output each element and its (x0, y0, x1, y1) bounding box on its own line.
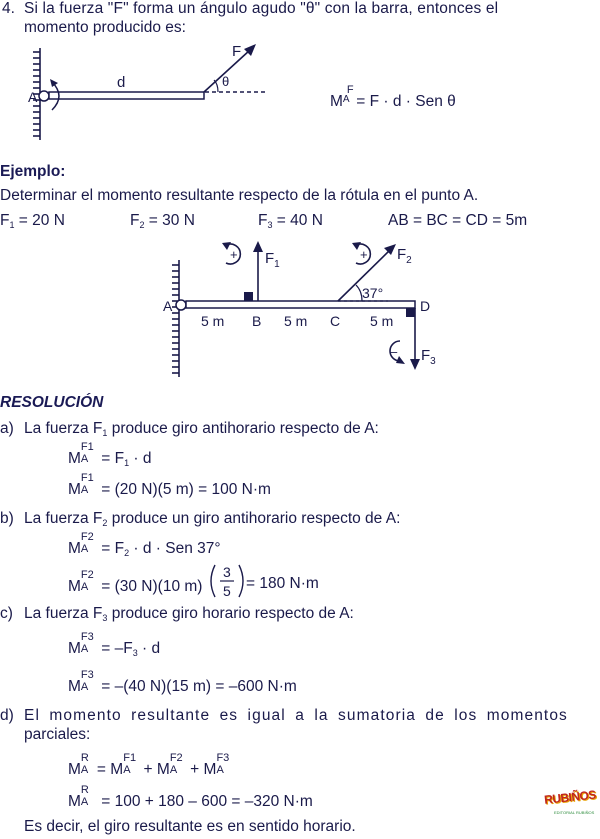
eq-c1: M F3 A = $-F_3 \cdot d$ (68, 631, 161, 658)
svg-text:–: – (390, 344, 398, 359)
svg-text:+: + (360, 247, 368, 262)
problem-line1: Si la fuerza "F" forma un ángulo agudo "θ" con la barra, entonces el (24, 0, 499, 17)
bar (49, 92, 204, 99)
svg-text:5 m: 5 m (201, 313, 225, 329)
item-d-label: d) (0, 707, 14, 724)
eq-d2: M R A = 100 + 180 – 600 = –320 N·m (68, 784, 313, 810)
svg-text:F1: $F_1$ (265, 250, 280, 270)
eq-d1: M R A = M F1 A + M F2 A + M F3 A (68, 752, 230, 778)
item-c-text: La fuerza $F_3$ produce giro horario respecto de A: (24, 605, 354, 623)
svg-text:5 m: 5 m (284, 313, 308, 329)
svg-text:D: D (420, 298, 431, 314)
item-b-label: b) (0, 510, 14, 527)
given-f2: $F_2 = 30$ N (130, 212, 195, 230)
item-b-text: La fuerza $F_2$ produce un giro antihorario respecto de A: (24, 510, 401, 528)
resolution-title: RESOLUCIÓN (0, 394, 104, 411)
pivot (39, 91, 49, 101)
given-f3: $F_3 = 40$ N (258, 212, 323, 230)
fig1-label-F: F (232, 43, 242, 60)
svg-text:5: 5 (223, 583, 231, 599)
ccw-rotation-icon-2 (352, 242, 370, 264)
eq-a2: M F1 A = (20 N)(5 m) = 100 N·m (68, 472, 271, 498)
problem-number: 4. (2, 0, 15, 17)
example-statement: Determinar el momento resultante respecto de la rótula en el punto A. (0, 187, 479, 204)
item-d-text2: parciales: (24, 726, 91, 743)
eq-b1: M F2 A = $F_2 \cdot d$ · Sen 37° (68, 531, 221, 558)
given-f1: $F_1 = 20$ N (0, 212, 65, 230)
conclusion: Es decir, el giro resultante es en sentido horario. (24, 818, 356, 835)
logo-text: RUBIÑOS (543, 787, 597, 807)
eq-a1: M F1 A = $F_1 \cdot d$ (68, 441, 152, 468)
publisher-logo (543, 787, 600, 830)
problem-line2: momento producido es: (24, 19, 186, 36)
item-d-text1: El momento resultante es igual a la sumatoria de los momentos (24, 707, 568, 724)
svg-text:A: A (163, 298, 173, 314)
svg-text:37°: 37° (362, 285, 384, 301)
figure-bar-angle (0, 40, 300, 150)
beam (186, 301, 415, 308)
fig1-label-d: d (117, 74, 126, 91)
eq-b2-result: = 180 N·m (246, 575, 319, 592)
svg-text:F2: $F_2$ (397, 246, 412, 266)
svg-text:3: 3 (223, 564, 231, 580)
item-a-label: a) (0, 420, 14, 437)
given-distances: AB = BC = CD = 5m (388, 212, 528, 229)
svg-text:B: B (252, 313, 262, 329)
svg-text:5 m: 5 m (370, 313, 394, 329)
fraction-parens (209, 563, 249, 603)
fig1-label-theta: θ (222, 74, 230, 89)
moment-formula: M F A = F · d · Sen θ (330, 84, 456, 110)
item-c-label: c) (0, 605, 13, 622)
cw-rotation-icon (390, 341, 405, 364)
f1-arrow-icon (253, 241, 263, 252)
figure-beam-forces (0, 235, 600, 385)
svg-text:F3: $F_3$ (421, 347, 436, 367)
example-title: Ejemplo: (0, 163, 66, 180)
eq-b2: M F2 A = (30 N)(10 m) (68, 569, 203, 595)
svg-text:+: + (230, 247, 238, 262)
svg-text:C: C (330, 313, 341, 329)
item-a-text: La fuerza $F_1$ produce giro antihorario respecto de A: (24, 420, 379, 438)
ccw-rotation-icon-1 (222, 242, 240, 264)
eq-c2: M F3 A = –(40 N)(15 m) = –600 N·m (68, 669, 297, 695)
f3-arrow-icon (410, 359, 420, 370)
fig1-label-A: A (28, 89, 38, 105)
logo-tagline: EDITORIAL RUBIÑOS (554, 810, 595, 815)
